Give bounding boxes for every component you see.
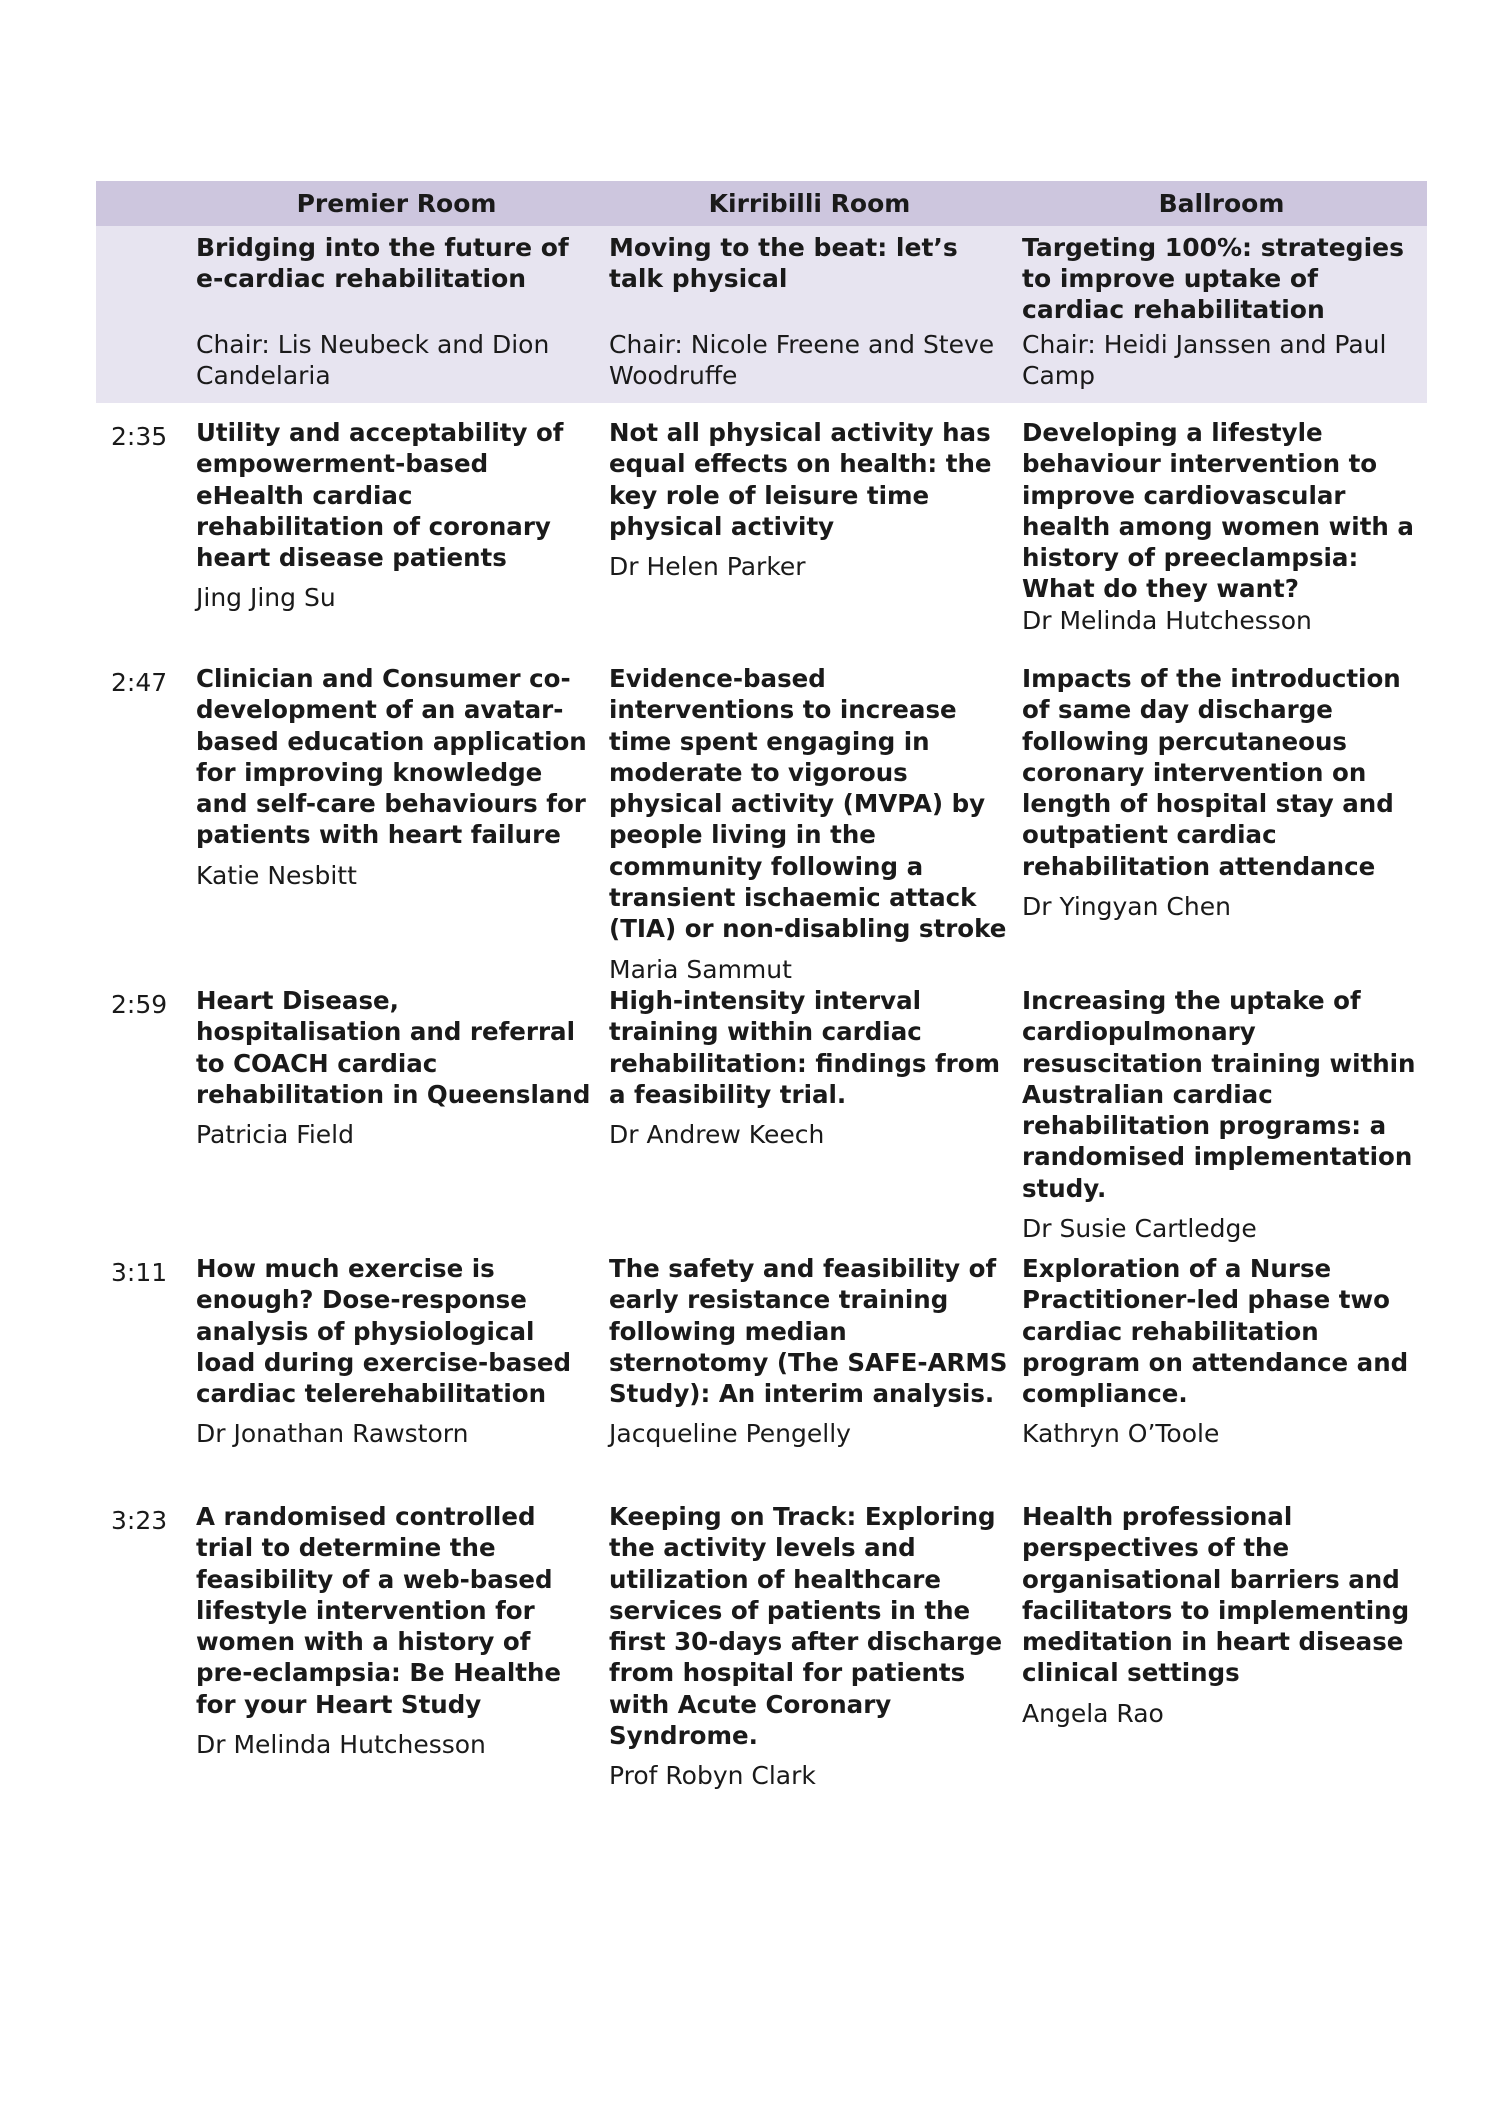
program-schedule	[96, 181, 1427, 1791]
talk-speaker: Dr Yingyan Chen	[1022, 892, 1231, 922]
talk-speaker: Dr Andrew Keech	[609, 1120, 825, 1150]
talk-title: Exploration of a Nurse Practitioner-led phase two cardiac rehabilitation program on attendance and compliance.	[1022, 1254, 1409, 1409]
talk-title: Health professional perspectives of the organisational barriers and facilitators to implementing meditation in heart disease clinical settings	[1022, 1502, 1410, 1688]
talk-title: Developing a lifestyle behaviour intervention to improve cardiovascular health among women with a history of preeclampsia: What do they want?	[1022, 418, 1414, 604]
talk-title: A randomised controlled trial to determine the feasibility of a web-based lifestyle intervention for women with a history of pre-eclampsia: Be Healthe for your Heart Study	[196, 1502, 562, 1719]
talk-title: Clinician and Consumer co-development of an avatar-based education application for improving knowledge and self-care behaviours for patients with heart failure	[196, 664, 587, 850]
talk-ballroom	[1016, 1501, 1427, 1791]
talk-title: The safety and feasibility of early resistance training following median sternotomy (The SAFE-ARMS Study): An interim analysis.	[609, 1254, 1008, 1409]
session-title: Moving to the beat: let’s talk physical	[609, 233, 958, 293]
talk-kirribilli	[603, 663, 1016, 985]
talk-premier	[190, 985, 603, 1253]
talk-speaker: Kathryn O’Toole	[1022, 1419, 1220, 1449]
talk-speaker: Katie Nesbitt	[196, 860, 357, 890]
talk-title: Keeping on Track: Exploring the activity levels and utilization of healthcare services of patients in the first 30-days after discharge from hospital for patients with Acute Coronary Syndrome.	[609, 1502, 1003, 1751]
talk-kirribilli	[603, 1501, 1016, 1791]
session-kirribilli	[603, 226, 1016, 403]
talk-premier	[190, 1253, 603, 1501]
session-premier	[190, 226, 603, 403]
talk-speaker: Dr Helen Parker	[609, 552, 806, 582]
talk-title: Evidence-based interventions to increase time spent engaging in moderate to vigorous physical activity (MVPA) by people living in the community following a transient ischaemic attack (TIA) or non-disabling stroke	[609, 664, 1007, 944]
slot-time: 2:59	[111, 990, 168, 1019]
talk-speaker: Dr Susie Cartledge	[1022, 1214, 1257, 1244]
talk-ballroom	[1016, 985, 1427, 1253]
time-slot	[96, 985, 1427, 1253]
session-title: Bridging into the future of e-cardiac rehabilitation	[196, 233, 569, 293]
talk-premier	[190, 663, 603, 985]
talk-speaker: Patricia Field	[196, 1120, 354, 1150]
talk-kirribilli	[603, 1253, 1016, 1501]
talk-title: High-intensity interval training within cardiac rehabilitation: findings from a feasibility trial.	[609, 986, 1001, 1109]
talk-title: Utility and acceptability of empowerment-based eHealth cardiac rehabilitation of coronary heart disease patients	[196, 418, 564, 573]
talk-premier	[190, 417, 603, 663]
session-chair: Chair: Heidi Janssen and Paul Camp	[1022, 330, 1387, 390]
slot-time: 3:23	[111, 1506, 168, 1535]
time-slot	[96, 417, 1427, 663]
session-title: Targeting 100%: strategies to improve uptake of cardiac rehabilitation	[1022, 233, 1404, 324]
talk-title: Not all physical activity has equal effects on health: the key role of leisure time physical activity	[609, 418, 992, 541]
talk-speaker: Jing Jing Su	[196, 583, 336, 613]
talk-title: Increasing the uptake of cardiopulmonary resuscitation training within Australian cardiac rehabilitation programs: a randomised implementation study.	[1022, 986, 1416, 1203]
session-header-row	[96, 226, 1427, 403]
room-ballroom: Ballroom	[1158, 189, 1285, 218]
talk-speaker: Prof Robyn Clark	[609, 1761, 816, 1791]
talk-premier	[190, 1501, 603, 1791]
talk-ballroom	[1016, 1253, 1427, 1501]
time-slot	[96, 663, 1427, 985]
session-chair: Chair: Nicole Freene and Steve Woodruffe	[609, 330, 995, 390]
talk-speaker: Jacqueline Pengelly	[609, 1419, 851, 1449]
slot-time: 2:47	[111, 668, 168, 697]
talk-kirribilli	[603, 417, 1016, 663]
time-slot	[96, 1501, 1427, 1791]
room-header-row	[96, 181, 1427, 226]
talk-speaker: Angela Rao	[1022, 1698, 1164, 1728]
talk-speaker: Dr Melinda Hutchesson	[196, 1730, 486, 1760]
talk-kirribilli	[603, 985, 1016, 1253]
session-chair: Chair: Lis Neubeck and Dion Candelaria	[196, 330, 550, 390]
room-premier: Premier Room	[296, 189, 497, 218]
talk-speaker: Maria Sammut	[609, 954, 792, 984]
time-slot	[96, 1253, 1427, 1501]
talk-ballroom	[1016, 417, 1427, 663]
room-kirribilli: Kirribilli Room	[708, 189, 911, 218]
session-ballroom	[1016, 226, 1427, 403]
slot-time: 2:35	[111, 422, 168, 451]
talk-title: Heart Disease, hospitalisation and referral to COACH cardiac rehabilitation in Queensland	[196, 986, 591, 1109]
talk-ballroom	[1016, 663, 1427, 985]
talk-speaker: Dr Melinda Hutchesson	[1022, 605, 1312, 635]
talk-title: How much exercise is enough? Dose-response analysis of physiological load during exercise-based cardiac telerehabilitation	[196, 1254, 572, 1409]
talk-title: Impacts of the introduction of same day discharge following percutaneous coronary intervention on length of hospital stay and outpatient cardiac rehabilitation attendance	[1022, 664, 1401, 881]
session-time-spacer	[96, 226, 190, 403]
talk-speaker: Dr Jonathan Rawstorn	[196, 1419, 469, 1449]
slot-time: 3:11	[111, 1258, 168, 1287]
